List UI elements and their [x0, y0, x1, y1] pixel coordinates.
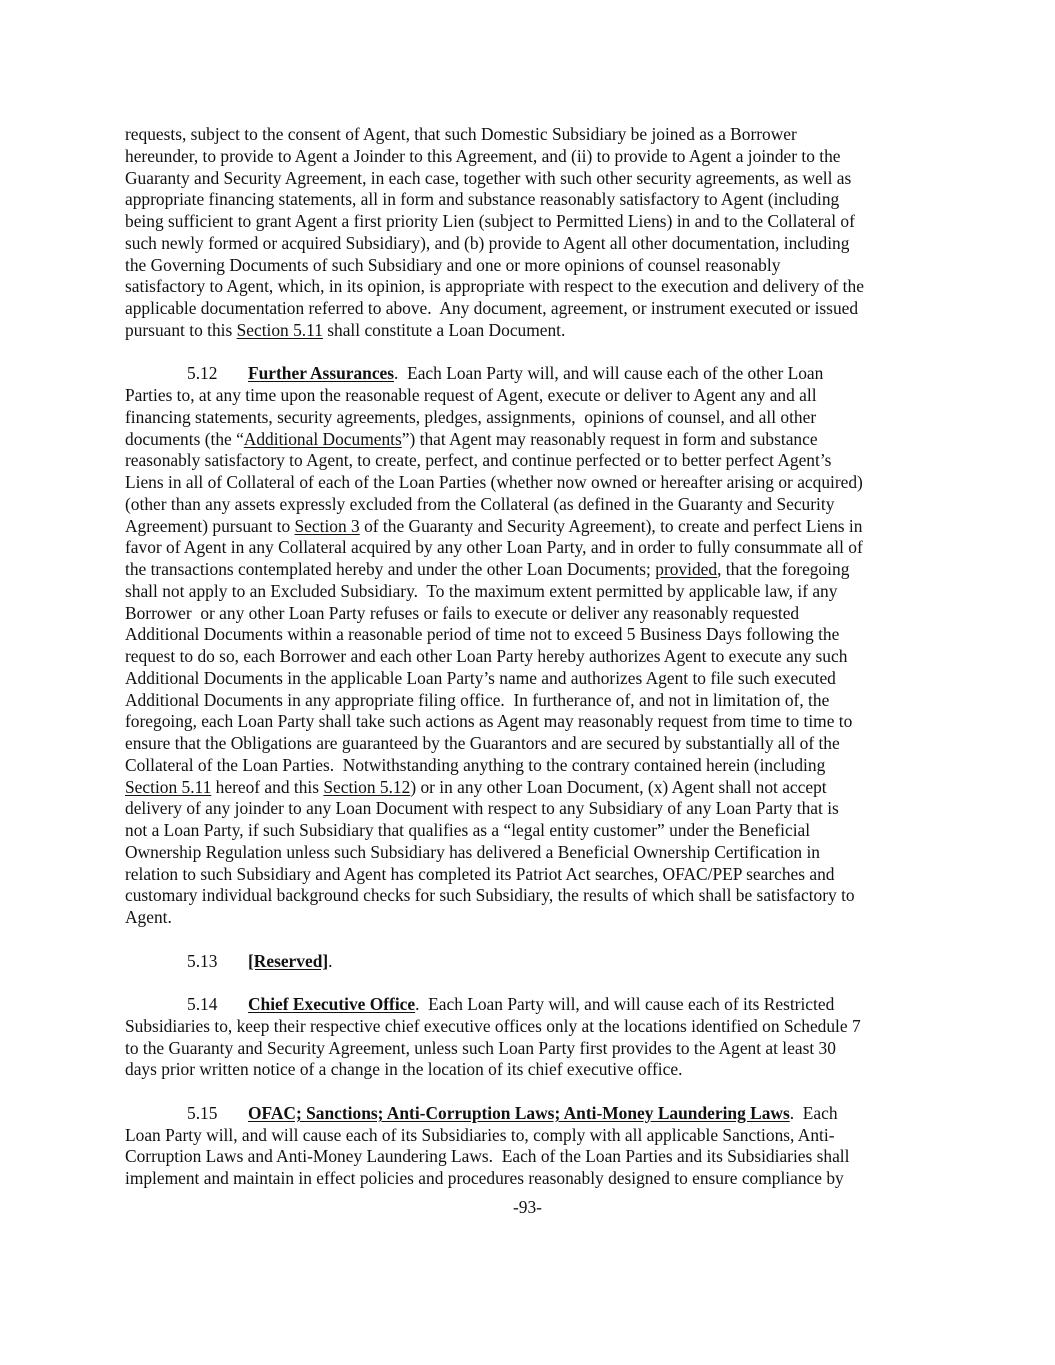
- text-run: Corruption Laws and Anti-Money Laundering Laws. Each of the Loan Parties and its Subsidiaries shall: [125, 1146, 850, 1167]
- text-line: [125, 342, 955, 364]
- text-run: foregoing, each Loan Party shall take such actions as Agent may reasonably request from time to time to: [125, 711, 853, 732]
- text-line: [125, 189, 955, 211]
- text-run: Additional Documents in any appropriate filing office. In furtherance of, and not in limitation of, the: [125, 689, 830, 710]
- text-run: relation to such Subsidiary and Agent has completed its Patriot Act searches, OFAC/PEP searches and: [125, 863, 835, 884]
- text-line: [125, 276, 955, 298]
- section-title: Further Assurances: [248, 363, 395, 384]
- text-run: Additional Documents in the applicable Loan Party’s name and authorizes Agent to file such executed: [125, 667, 836, 688]
- text-line: [125, 1059, 955, 1081]
- text-run: appropriate financing statements, all in form and substance reasonably satisfactory to Agent (including: [125, 189, 840, 210]
- text-run: , that the foregoing: [717, 559, 850, 579]
- text-line: [125, 581, 955, 603]
- text-run: Ownership Regulation unless such Subsidiary has delivered a Beneficial Ownership Certification in: [125, 841, 820, 862]
- text-line: [125, 972, 955, 994]
- text-line: [125, 233, 955, 255]
- text-run: request to do so, each Borrower and each other Loan Party hereby authorizes Agent to execute any such: [125, 646, 848, 666]
- text-line: [125, 603, 955, 625]
- text-run: . Each Loan Party will, and will cause each of the other Loan: [394, 363, 824, 384]
- text-line: [125, 711, 955, 733]
- section-title: OFAC; Sanctions; Anti-Corruption Laws; Anti-Money Laundering Laws: [248, 1102, 790, 1123]
- section-heading-line: [125, 363, 955, 385]
- text-run: shall not apply to an Excluded Subsidiary. To the maximum extent permitted by applicable law, if any: [125, 580, 838, 601]
- text-run: Agent.: [125, 907, 172, 927]
- text-run: hereunder, to provide to Agent a Joinder to this Agreement, and (ii) to provide to Agent a joinder to the: [125, 145, 841, 166]
- text-run: of the Guaranty and Security Agreement), to create and perfect Liens in: [359, 515, 863, 536]
- text-line: [125, 1125, 955, 1147]
- text-line: [125, 255, 955, 277]
- text-run: ”) that Agent may reasonably request in form and substance: [401, 428, 818, 449]
- document-body: [125, 124, 955, 1190]
- text-line: [125, 755, 955, 777]
- text-line: [125, 1016, 955, 1038]
- text-line: [125, 690, 955, 712]
- text-run: Liens in all of Collateral of each of the Loan Parties (whether now owned or hereafter arising or acquired): [125, 472, 863, 492]
- section-heading-line: [125, 1103, 955, 1125]
- section-heading-line: [125, 951, 955, 973]
- text-line: [125, 646, 955, 668]
- text-run: shall constitute a Loan Document.: [322, 319, 566, 340]
- underlined-reference: Section 3: [294, 515, 360, 536]
- text-line: [125, 624, 955, 646]
- text-line: [125, 494, 955, 516]
- text-line: [125, 842, 955, 864]
- text-line: [125, 733, 955, 755]
- text-run: Collateral of the Loan Parties. Notwithstanding anything to the contrary contained herein (including: [125, 754, 826, 775]
- text-line: [125, 907, 955, 929]
- text-run: satisfactory to Agent, which, in its opinion, is appropriate with respect to the execution and delivery of the: [125, 276, 864, 297]
- text-run: (other than any assets expressly excluded from the Collateral (as defined in the Guaranty and Security: [125, 493, 835, 514]
- text-run: ) or in any other Loan Document, (x) Agent shall not accept: [410, 776, 827, 797]
- text-run: applicable documentation referred to above. Any document, agreement, or instrument executed or issued: [125, 298, 859, 318]
- text-line: [125, 168, 955, 190]
- text-line: [125, 1038, 955, 1060]
- text-line: [125, 1168, 955, 1190]
- section-number: 5.12: [187, 363, 218, 384]
- text-run: Borrower or any other Loan Party refuses or fails to execute or deliver any reasonably requested: [125, 602, 800, 623]
- text-line: [125, 407, 955, 429]
- text-run: the Governing Documents of such Subsidiary and one or more opinions of counsel reasonably: [125, 254, 781, 275]
- text-line: [125, 146, 955, 168]
- text-line: [125, 668, 955, 690]
- section-title: Chief Executive Office: [248, 994, 416, 1014]
- text-line: [125, 537, 955, 559]
- page-number: -93-: [513, 1197, 542, 1217]
- text-run: Subsidiaries to, keep their respective chief executive offices only at the locations identified on Schedule 7: [125, 1015, 861, 1036]
- underlined-reference: provided: [655, 559, 718, 579]
- section-heading-line: [125, 994, 955, 1016]
- section-title: [Reserved]: [248, 950, 329, 971]
- text-line: [125, 929, 955, 951]
- text-run: days prior written notice of a change in the location of its chief executive office.: [125, 1059, 683, 1080]
- text-run: . Each: [789, 1102, 838, 1123]
- text-run: being sufficient to grant Agent a first priority Lien (subject to Permitted Liens) in and to the Collateral of: [125, 211, 855, 231]
- text-run: . Each Loan Party will, and will cause each of its Restricted: [415, 994, 835, 1014]
- text-run: financing statements, security agreements, pledges, assignments, opinions of counsel, and all other: [125, 406, 817, 427]
- text-run: documents (the “: [125, 428, 244, 449]
- text-line: [125, 320, 955, 342]
- text-line: [125, 1146, 955, 1168]
- text-line: [125, 777, 955, 799]
- text-line: [125, 516, 955, 538]
- text-run: to the Guaranty and Security Agreement, unless such Loan Party first provides to the Agent at least 30: [125, 1037, 836, 1058]
- text-run: Loan Party will, and will cause each of its Subsidiaries to, comply with all applicable Sanctions, Anti-: [125, 1124, 835, 1145]
- text-run: reasonably satisfactory to Agent, to create, perfect, and continue perfected or to better perfect Agent’s: [125, 450, 832, 471]
- section-number: 5.13: [187, 950, 218, 971]
- text-run: such newly formed or acquired Subsidiary), and (b) provide to Agent all other documentation, including: [125, 232, 850, 253]
- underlined-reference: Section 5.11: [236, 319, 323, 340]
- text-run: ensure that the Obligations are guaranteed by the Guarantors and are secured by substantially all of the: [125, 733, 840, 753]
- underlined-reference: Additional Documents: [243, 428, 402, 449]
- text-line: [125, 298, 955, 320]
- text-line: [125, 211, 955, 233]
- text-run: Parties to, at any time upon the reasonable request of Agent, execute or deliver to Agent any and all: [125, 385, 817, 405]
- text-line: [125, 472, 955, 494]
- text-line: [125, 864, 955, 886]
- text-line: [125, 450, 955, 472]
- text-run: Additional Documents within a reasonable period of time not to exceed 5 Business Days following the: [125, 624, 840, 645]
- text-run: pursuant to this: [125, 319, 237, 340]
- text-line: [125, 385, 955, 407]
- text-run: Guaranty and Security Agreement, in each case, together with such other security agreements, as well as: [125, 167, 852, 188]
- underlined-reference: Section 5.11: [125, 776, 212, 797]
- text-run: favor of Agent in any Collateral acquired by any other Loan Party, and in order to fully consummate all of: [125, 537, 863, 558]
- text-run: delivery of any joinder to any Loan Document with respect to any Subsidiary of any Loan Party that is: [125, 798, 839, 819]
- text-run: hereof and this: [211, 776, 324, 797]
- text-line: [125, 559, 955, 581]
- text-run: implement and maintain in effect policies and procedures reasonably designed to ensure compliance by: [125, 1168, 844, 1188]
- text-line: [125, 885, 955, 907]
- text-run: the transactions contemplated hereby and under the other Loan Documents;: [125, 559, 656, 579]
- section-number: 5.15: [187, 1102, 218, 1123]
- text-run: Agreement) pursuant to: [125, 515, 295, 536]
- text-line: [125, 1081, 955, 1103]
- text-run: customary individual background checks for such Subsidiary, the results of which shall be satisfactory to: [125, 885, 855, 906]
- text-line: [125, 798, 955, 820]
- section-number: 5.14: [187, 994, 218, 1014]
- text-line: [125, 124, 955, 146]
- text-run: not a Loan Party, if such Subsidiary that qualifies as a “legal entity customer” under the Beneficial: [125, 820, 811, 840]
- text-run: .: [328, 950, 333, 971]
- underlined-reference: Section 5.12: [323, 776, 411, 797]
- text-line: [125, 820, 955, 842]
- text-line: [125, 429, 955, 451]
- text-run: requests, subject to the consent of Agent, that such Domestic Subsidiary be joined as a Borrower: [125, 124, 797, 144]
